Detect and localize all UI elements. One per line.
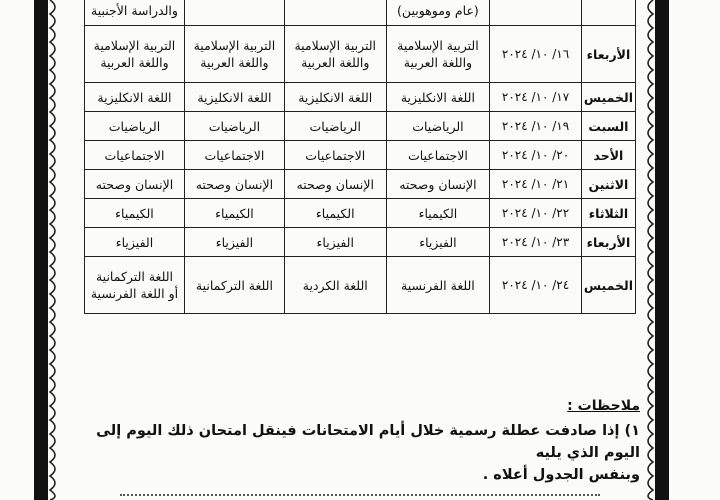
note-item-1-line-2: وبنفس الجدول أعلاه .: [482, 467, 640, 483]
subject-cell: الاجتماعيات: [85, 141, 185, 170]
table-row: [85, 26, 636, 83]
subject-cell: اللغة الانكليزية: [386, 83, 490, 112]
subject-cell: اللغة الانكليزية: [284, 83, 386, 112]
subject-cell: اللغة الفرنسية: [386, 257, 490, 314]
date-cell: ٢٠/ ١٠/ ٢٠٢٤: [490, 141, 582, 170]
subject-cell: الرياضيات: [85, 112, 185, 141]
table-cell: [581, 0, 635, 26]
note-item-1-line-1: ١) إذا صادفت عطلة رسمية خلال أيام الامتحانات فينقل امتحان ذلك اليوم إلى اليوم الذي يليه: [96, 423, 640, 461]
subject-cell: التربية الإسلامية واللغة العربية: [184, 26, 284, 83]
table-cell: [490, 0, 582, 26]
header-partial-text: والدراسة الأجنبية: [91, 2, 178, 18]
subject-cell: الإنسان وصحته: [386, 170, 490, 199]
table-cell: [386, 0, 490, 26]
subject-cell: الكيمياء: [386, 199, 490, 228]
subject-cell: الإنسان وصحته: [284, 170, 386, 199]
header-partial-text: (عام وموهوبين): [397, 2, 479, 18]
subject-cell: الفيزياء: [386, 228, 490, 257]
subject-cell: التربية الإسلامية واللغة العربية: [386, 26, 490, 83]
table-row: [85, 83, 636, 112]
table-row: [85, 199, 636, 228]
subject-cell: الكيمياء: [184, 199, 284, 228]
subject-cell: الاجتماعيات: [284, 141, 386, 170]
day-cell: السبت: [581, 112, 635, 141]
day-cell: الخميس: [581, 83, 635, 112]
subject-cell: اللغة الكردية: [284, 257, 386, 314]
date-cell: ٢٣/ ١٠/ ٢٠٢٤: [490, 228, 582, 257]
subject-cell: الفيزياء: [184, 228, 284, 257]
day-cell: الثلاثاء: [581, 199, 635, 228]
date-cell: ٢١/ ١٠/ ٢٠٢٤: [490, 170, 582, 199]
notes-section: [80, 398, 640, 486]
table-row-partial: [85, 0, 636, 26]
date-cell: ١٦/ ١٠/ ٢٠٢٤: [490, 26, 582, 83]
day-cell: الأربعاء: [581, 228, 635, 257]
subject-cell: الفيزياء: [284, 228, 386, 257]
subject-cell: الإنسان وصحته: [184, 170, 284, 199]
subject-cell: اللغة التركمانية: [184, 257, 284, 314]
subject-cell: اللغة التركمانية أو اللغة الفرنسية: [85, 257, 185, 314]
date-cell: ٢٤/ ١٠/ ٢٠٢٤: [490, 257, 582, 314]
date-cell: ١٧/ ١٠/ ٢٠٢٤: [490, 83, 582, 112]
day-cell: الأربعاء: [581, 26, 635, 83]
table-row: [85, 170, 636, 199]
subject-cell: الكيمياء: [85, 199, 185, 228]
subject-cell: اللغة الانكليزية: [184, 83, 284, 112]
subject-cell: الرياضيات: [386, 112, 490, 141]
subject-cell: اللغة الانكليزية: [85, 83, 185, 112]
day-cell: الاثنين: [581, 170, 635, 199]
table-row: [85, 112, 636, 141]
subject-cell: الاجتماعيات: [184, 141, 284, 170]
table-row: [85, 141, 636, 170]
exam-schedule-table: [84, 0, 636, 314]
subject-cell: التربية الإسلامية واللغة العربية: [284, 26, 386, 83]
table-row: [85, 228, 636, 257]
subject-cell: التربية الإسلامية واللغة العربية: [85, 26, 185, 83]
frame-wave-left: [48, 0, 62, 500]
subject-cell: الاجتماعيات: [386, 141, 490, 170]
dotted-line: [120, 494, 600, 498]
frame-border-left: [34, 0, 48, 500]
table-row: [85, 257, 636, 314]
notes-title: ملاحظات :: [567, 398, 640, 414]
table-cell: [85, 0, 185, 26]
subject-cell: الفيزياء: [85, 228, 185, 257]
date-cell: ١٩/ ١٠/ ٢٠٢٤: [490, 112, 582, 141]
subject-cell: الكيمياء: [284, 199, 386, 228]
table-cell: [284, 0, 386, 26]
frame-border-right: [655, 0, 669, 500]
subject-cell: الإنسان وصحته: [85, 170, 185, 199]
subject-cell: الرياضيات: [284, 112, 386, 141]
frame-wave-right: [641, 0, 655, 500]
day-cell: الخميس: [581, 257, 635, 314]
day-cell: الأحد: [581, 141, 635, 170]
table-cell: [184, 0, 284, 26]
date-cell: ٢٢/ ١٠/ ٢٠٢٤: [490, 199, 582, 228]
subject-cell: الرياضيات: [184, 112, 284, 141]
